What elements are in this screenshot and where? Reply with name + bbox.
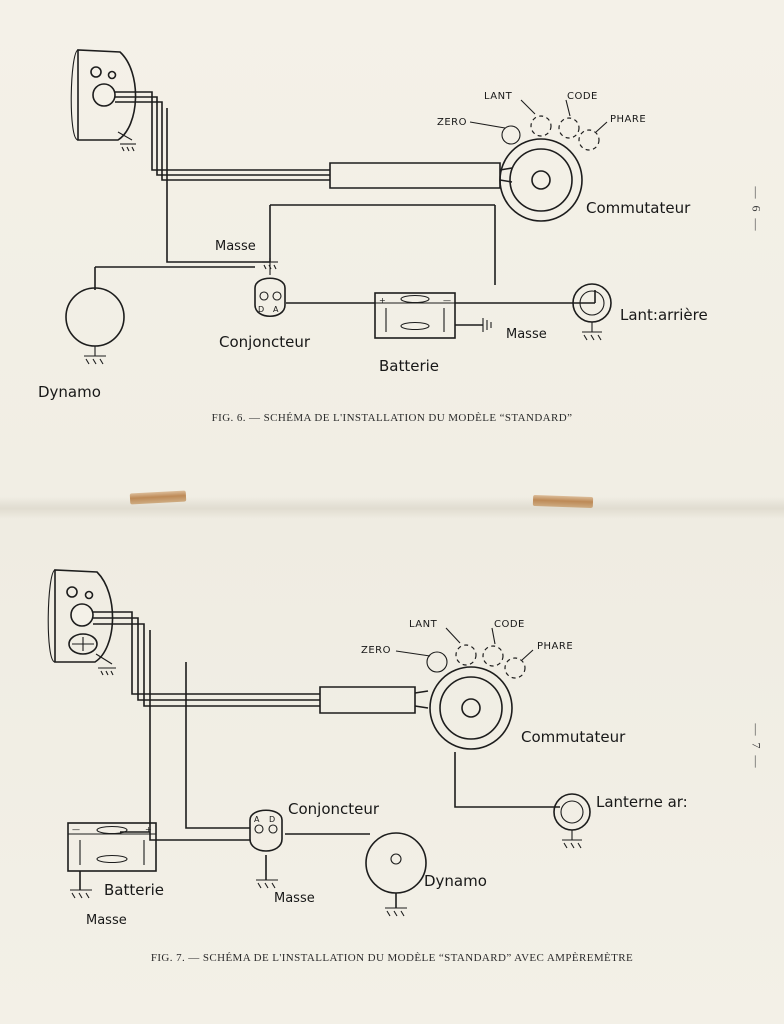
label-masse-left: Masse [215,239,256,254]
label-masse-cutout: Masse [274,891,315,906]
switch-position-code: CODE [494,619,525,630]
label-masse-battery: Masse [86,913,127,928]
figure-6-diagram [0,0,784,440]
figure-6 [0,0,784,500]
label-dynamo: Dynamo [38,383,101,401]
switch-position-phare: PHARE [537,641,574,652]
battery-terminal-plus: + [379,296,386,305]
switch-position-lant: LANT [484,91,513,102]
figure-6-caption-dash: — [249,412,261,424]
figure-6-caption [0,412,784,424]
battery-terminal-minus: — [72,825,80,834]
battery-fig6 [375,293,547,375]
figure-7-diagram [0,512,784,962]
switch-position-zero: ZERO [361,645,391,656]
switch-position-zero: ZERO [437,117,467,128]
switch-position-phare: PHARE [610,114,647,125]
label-commutateur: Commutateur [521,728,626,746]
rear-lamp-fig7 [554,793,688,848]
figure-7-caption-text: SCHÉMA DE L'INSTALLATION DU MODÈLE “STANDARD” AVEC AMPÈREMÈTRE [202,952,634,964]
label-conjoncteur: Conjoncteur [219,333,311,351]
figure-7-caption-number: FIG. 7. [150,952,186,964]
cutout-fig7 [250,800,380,906]
label-batterie: Batterie [379,357,440,375]
figure-7-caption-dash: — [188,952,200,964]
figure-6-caption-number: FIG. 6. [211,412,246,424]
figure-6-caption-text: SCHÉMA DE L'INSTALLATION DU MODÈLE “STANDARD” [263,412,573,424]
label-lanterne-arriere: Lanterne ar: [596,793,688,811]
figure-7-caption [0,952,784,964]
figure-7-page-number: — 7 — [749,723,764,770]
label-conjoncteur: Conjoncteur [288,800,380,818]
battery-terminal-plus: + [145,825,152,834]
battery-terminal-minus: — [443,296,451,305]
cutout-fig6 [215,239,311,351]
label-commutateur: Commutateur [586,199,691,217]
cutout-terminal-a: A [273,305,279,314]
switch-position-lant: LANT [409,619,438,630]
cutout-terminal-a: A [254,815,260,824]
label-batterie: Batterie [104,881,165,899]
figure-6-page-number: — 6 — [749,186,764,233]
label-lanterne-arriere: Lant:arrière [620,306,708,324]
figure-7 [0,512,784,1024]
commutator-fig7 [361,619,626,749]
headlamp-ammeter-fig7 [48,570,116,675]
commutator-fig6 [437,91,691,221]
dynamo-fig7 [366,833,487,916]
rear-lamp-fig6 [573,284,708,340]
bottom-bus-fig6 [95,205,595,303]
headlamp-fig6 [71,50,136,151]
cutout-terminal-d: D [258,305,265,314]
dynamo-fig6 [38,288,124,401]
switch-position-code: CODE [567,91,598,102]
cutout-terminal-d: D [269,815,276,824]
label-masse-battery: Masse [506,327,547,342]
label-dynamo: Dynamo [424,872,487,890]
